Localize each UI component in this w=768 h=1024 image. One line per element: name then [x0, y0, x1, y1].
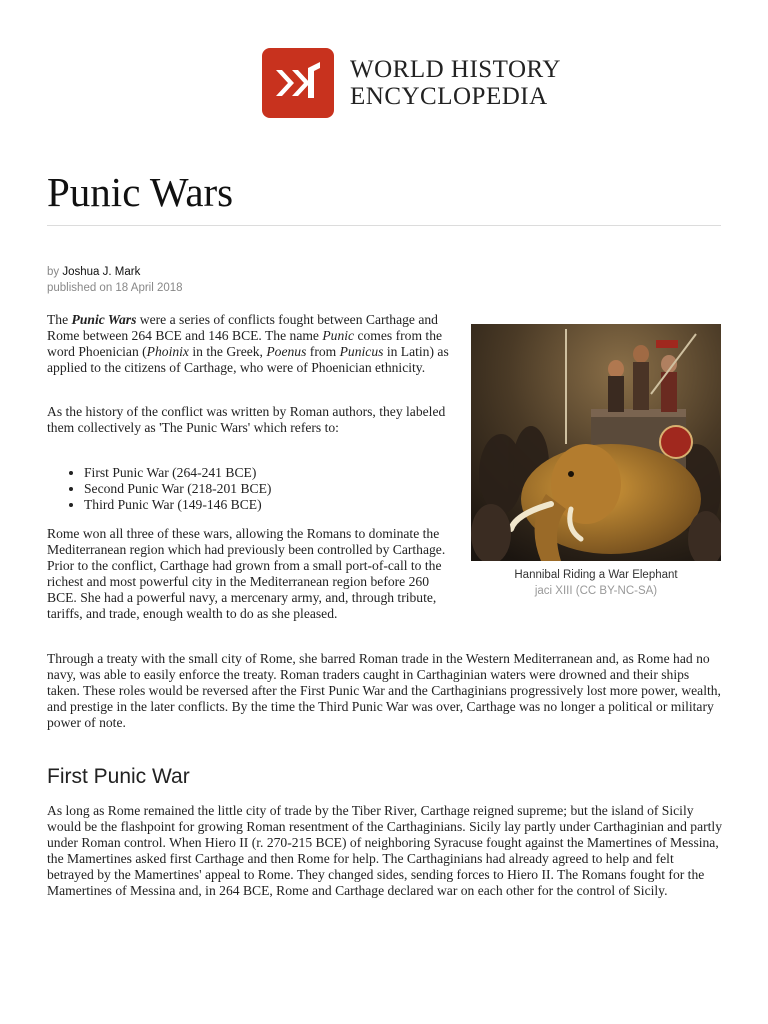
- wars-list: [66, 465, 271, 513]
- byline: [47, 264, 183, 296]
- text-run: from: [306, 344, 340, 359]
- paragraph-first-punic-war: As long as Rome remained the little city of trade by the Tiber River, Carthage reigned supreme; but the island of Sicily would be the flashpoint for growing Roman resentment of the Carthaginians. Sicily lay partly under Carthaginian and partly under Roman control. When Hiero II (r. 270-215 BCE) of neighboring Syracuse fought against the Mamertines of Messina, the Mamertines asked first Carthage and then Rome for help. The Carthaginians had already agreed to help and felt betrayed by the Mamertines' appeal to Rome. They changed sides, sending forces to Hiero II. The Romans fought for the Mamertines of Messina and, in 264 BCE, Rome and Carthage declared war on each other for the control of Sicily.: [47, 803, 722, 898]
- paragraph-rome-won: Rome won all three of these wars, allowing the Romans to dominate the Mediterranean region which had previously been controlled by Carthage. Prior to the conflict, Carthage had grown from a small port-of-call to the richest and most powerful city in the Mediterranean region before 260 BCE. She had a powerful navy, a mercenary army, and, through tribute, tariffs, and trade, enough wealth to do as she pleased.: [47, 526, 446, 621]
- text-run: The: [47, 312, 72, 327]
- published-date: published on 18 April 2018: [47, 282, 183, 294]
- logo-mark-icon: [262, 48, 334, 118]
- list-item: • Third Punic War (149-146 BCE): [84, 497, 271, 513]
- page-title: Punic Wars: [47, 169, 234, 215]
- article-figure: [471, 324, 721, 599]
- site-logo[interactable]: [262, 48, 561, 118]
- list-item: • Second Punic War (218-201 BCE): [84, 481, 271, 497]
- logo-wordmark: [350, 56, 561, 110]
- term-punic-wars: Punic Wars: [71, 312, 137, 327]
- figure-caption: Hannibal Riding a War Elephant: [514, 569, 678, 581]
- text-run: were a series of conflicts fought between Carthage and Rome between 264 BCE and 146 BCE. The name: [47, 312, 438, 343]
- paragraph-treaty: Through a treaty with the small city of Rome, she barred Roman trade in the Western Mediterranean and, as Rome had no navy, was able to easily enforce the treaty. Roman traders caught in Carthaginian waters were drowned and their ships taken. These roles would be reversed after the First Punic War and the Carthaginians progressively lost more power, wealth, and prestige in the later conflicts. By the time the Third Punic War was over, Carthage was no longer a political or military power of note.: [47, 651, 721, 730]
- text-run: in Latin) as applied to the citizens of Carthage, who were of Phoenician ethnicity.: [47, 344, 449, 375]
- text-run: comes from the word Phoenician (: [47, 328, 443, 359]
- author-link[interactable]: Joshua J. Mark: [62, 266, 141, 278]
- term-punicus: Punicus: [339, 344, 384, 359]
- term-phoinix: Phoinix: [146, 344, 189, 359]
- term-poenus: Poenus: [266, 344, 307, 359]
- text-run: in the Greek,: [188, 344, 267, 359]
- list-item: • First Punic War (264-241 BCE): [84, 465, 271, 481]
- title-divider: [47, 225, 721, 226]
- paragraph-roman-authors: As the history of the conflict was written by Roman authors, they labeled them collectively as 'The Punic Wars' which refers to:: [47, 404, 446, 435]
- logo-line1: WORLD HISTORY: [350, 56, 561, 83]
- term-punic: Punic: [322, 328, 355, 343]
- figure-credit[interactable]: jaci XIII (CC BY-NC-SA): [534, 585, 658, 597]
- intro-paragraph: [47, 312, 462, 376]
- logo-line2: ENCYCLOPEDIA: [350, 83, 548, 110]
- hannibal-elephant-image[interactable]: [471, 324, 721, 561]
- section-heading-first-punic-war: First Punic War: [47, 765, 190, 788]
- by-label: by: [47, 266, 60, 278]
